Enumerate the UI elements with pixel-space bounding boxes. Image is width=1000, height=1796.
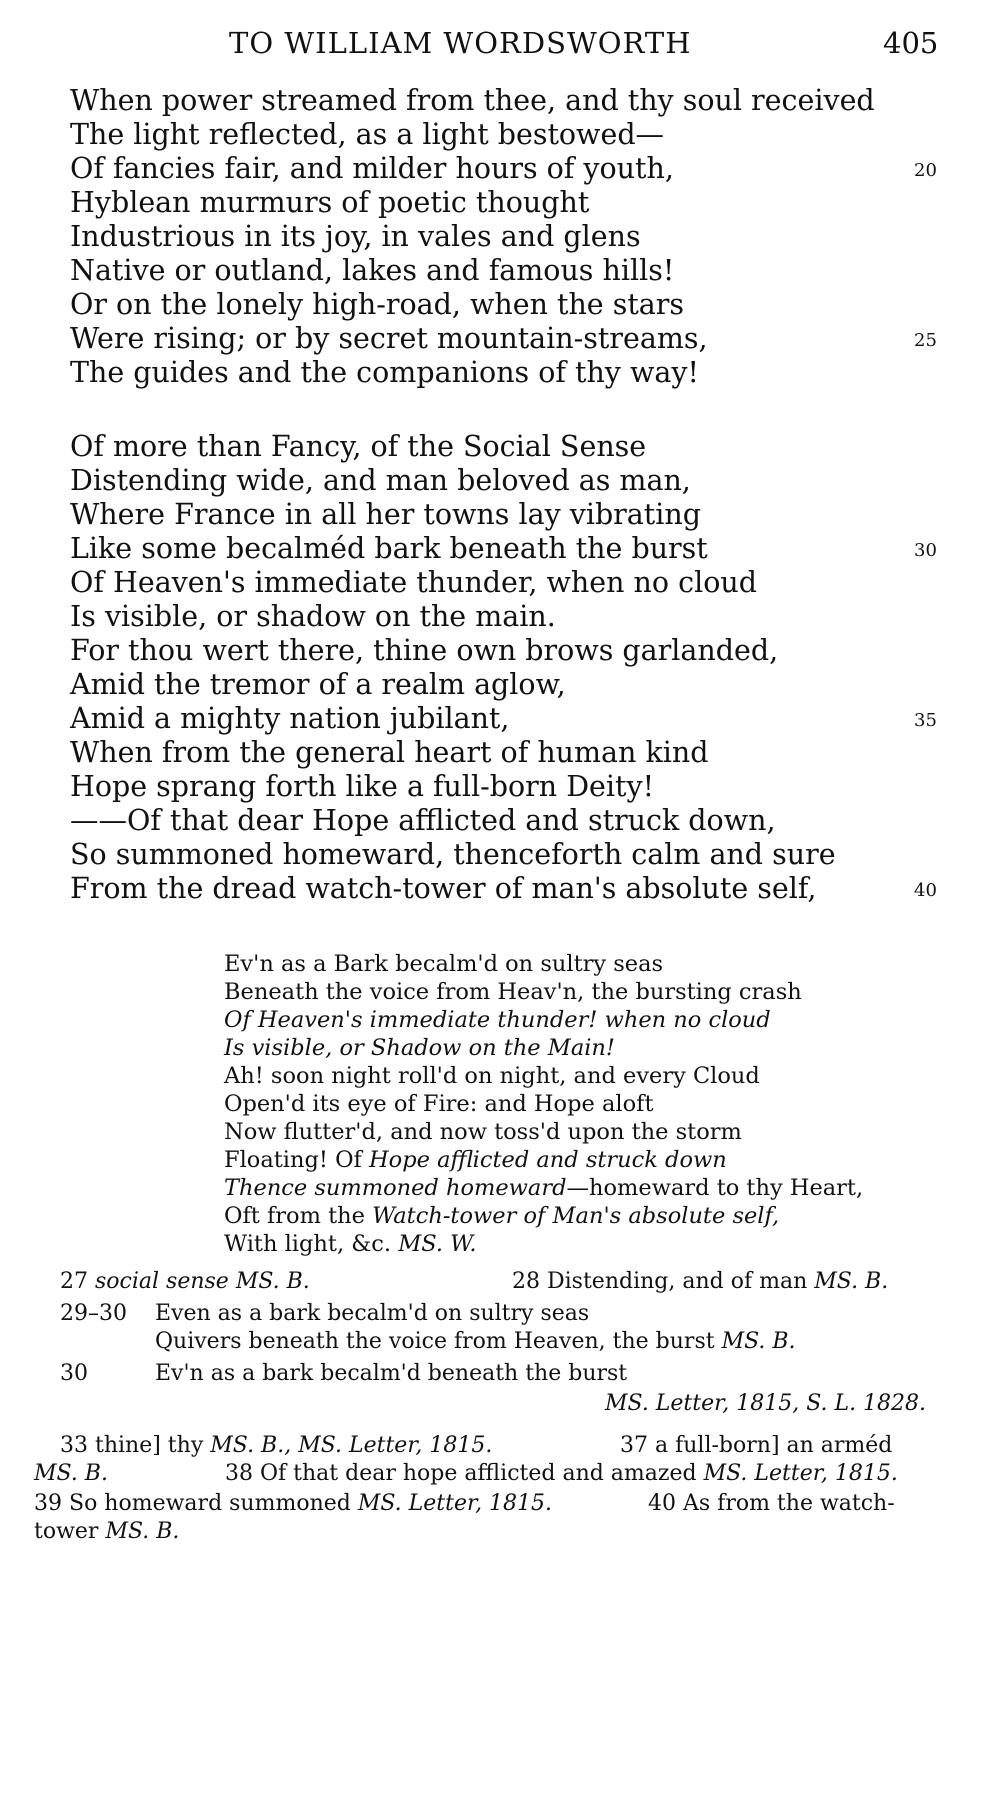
page-number: 405 <box>883 26 939 60</box>
footnote-29-30-line-2 <box>155 1326 796 1358</box>
quote-line: Ev'n as a Bark becalm'd on sultry seas <box>224 951 664 977</box>
line-number: 35 <box>914 710 937 731</box>
footnote-30-source: MS. Letter, 1815, S. L. 1828. <box>605 1391 927 1416</box>
quote-text-italic: Hope afflicted and struck down <box>369 1147 727 1173</box>
poem-line: Of fancies fair, and milder hours of youth, <box>70 152 674 185</box>
footnote-30-text: Ev'n as a bark becalm'd beneath the burst <box>155 1361 628 1386</box>
line-number: 30 <box>914 540 937 561</box>
quote-text-italic: Watch-tower of Man's absolute self, <box>372 1203 780 1229</box>
line-number: 25 <box>914 330 937 351</box>
poem-line: So summoned homeward, thenceforth calm and sure <box>70 838 836 871</box>
quote-line: Of Heaven's immediate thunder! when no cloud <box>224 1007 771 1033</box>
quote-line: Open'd its eye of Fire: and Hope aloft <box>224 1091 654 1117</box>
footnote-28 <box>512 1266 888 1298</box>
footnote-number: 40 <box>648 1491 676 1516</box>
poem-line: From the dread watch-tower of man's absolute self, <box>70 872 817 905</box>
running-title: TO WILLIAM WORDSWORTH <box>229 26 692 60</box>
footnote-30-number: 30 <box>60 1361 88 1386</box>
quote-line: Beneath the voice from Heav'n, the bursting crash <box>224 979 802 1005</box>
poem-line: Amid a mighty nation jubilant, <box>70 702 510 735</box>
footnote-number: 37 <box>620 1433 648 1458</box>
footnote-text: a full-born] an arméd <box>655 1433 893 1458</box>
quote-text: —homeward to thy Heart, <box>566 1175 864 1201</box>
quote-text-italic: Thence summoned homeward <box>224 1175 567 1201</box>
quote-line: Ah! soon night roll'd on night, and every Cloud <box>224 1063 760 1089</box>
poem-line: Of Heaven's immediate thunder, when no cloud <box>70 566 757 599</box>
poem-line: Industrious in its joy, in vales and glens <box>70 220 641 253</box>
poem-line: Or on the lonely high-road, when the stars <box>70 288 685 321</box>
poem-line: Hope sprang forth like a full-born Deity! <box>70 770 655 803</box>
footnote-number: 38 <box>225 1461 253 1486</box>
manuscript-siglum: MS. B. <box>721 1329 796 1354</box>
poem-line: Like some becalméd bark beneath the burst <box>70 532 708 565</box>
poem-line: When from the general heart of human kind <box>70 736 709 769</box>
footnote-text: thine] thy <box>95 1433 204 1458</box>
footnote-number: 39 <box>34 1491 62 1516</box>
poem-line: Native or outland, lakes and famous hills! <box>70 254 675 287</box>
quote-text: Oft from the <box>224 1203 373 1229</box>
footnote-text: tower <box>34 1519 99 1544</box>
poem-line: Amid the tremor of a realm aglow, <box>70 668 566 701</box>
manuscript-siglum: MS. W. <box>398 1231 477 1257</box>
running-header <box>0 26 1000 66</box>
footnote-29-30-line-1: Even as a bark becalm'd on sultry seas <box>155 1301 590 1326</box>
manuscript-siglum: MS. B. <box>814 1269 889 1294</box>
poem-line: Is visible, or shadow on the main. <box>70 600 556 633</box>
poem-line: Where France in all her towns lay vibrating <box>70 498 701 531</box>
poem-line: Hyblean murmurs of poetic thought <box>70 186 590 219</box>
poem-line: Were rising; or by secret mountain-streams, <box>70 322 708 355</box>
footnote-text: Quivers beneath the voice from Heaven, the burst <box>155 1329 715 1354</box>
footnote-text: Of that dear hope afflicted and amazed <box>260 1461 697 1486</box>
footnote-number: 27 <box>60 1269 88 1294</box>
poem-line: The light reflected, as a light bestowed— <box>70 118 665 151</box>
poem-line: Of more than Fancy, of the Social Sense <box>70 430 647 463</box>
footnote-text: So homeward summoned <box>69 1491 351 1516</box>
footnote-text: Distending, and of man <box>547 1269 808 1294</box>
manuscript-siglum: MS. B., MS. Letter, 1815. <box>210 1433 493 1458</box>
poem-line: For thou wert there, thine own brows garlanded, <box>70 634 779 667</box>
footnote-37-source: MS. B. <box>34 1461 108 1486</box>
footnote-38 <box>225 1458 898 1490</box>
poem-line: ——Of that dear Hope afflicted and struck down, <box>70 804 776 837</box>
poem-line: The guides and the companions of thy way! <box>70 356 699 389</box>
quote-text: Floating! Of <box>224 1147 370 1173</box>
line-number: 20 <box>914 160 937 181</box>
quote-text: With light, &c. <box>224 1231 399 1257</box>
footnote-29-30-number: 29–30 <box>60 1301 127 1326</box>
quote-line: Now flutter'd, and now toss'd upon the storm <box>224 1119 742 1145</box>
footnote-text: social sense MS. B. <box>95 1269 310 1294</box>
manuscript-siglum: MS. B. <box>105 1519 180 1544</box>
manuscript-siglum: MS. Letter, 1815. <box>703 1461 898 1486</box>
poem-line: When power streamed from thee, and thy soul received <box>70 84 875 117</box>
poem-line: Distending wide, and man beloved as man, <box>70 464 691 497</box>
footnote-27 <box>60 1266 310 1298</box>
footnote-number: 28 <box>512 1269 540 1294</box>
footnote-40 <box>648 1488 895 1520</box>
quote-line: Is visible, or Shadow on the Main! <box>224 1035 615 1061</box>
line-number: 40 <box>914 880 937 901</box>
quote-line <box>224 1228 477 1260</box>
footnote-number: 33 <box>60 1433 88 1458</box>
footnote-text: As from the watch- <box>683 1491 895 1516</box>
manuscript-siglum: MS. Letter, 1815. <box>357 1491 553 1516</box>
footnote-40-continuation <box>34 1516 179 1548</box>
